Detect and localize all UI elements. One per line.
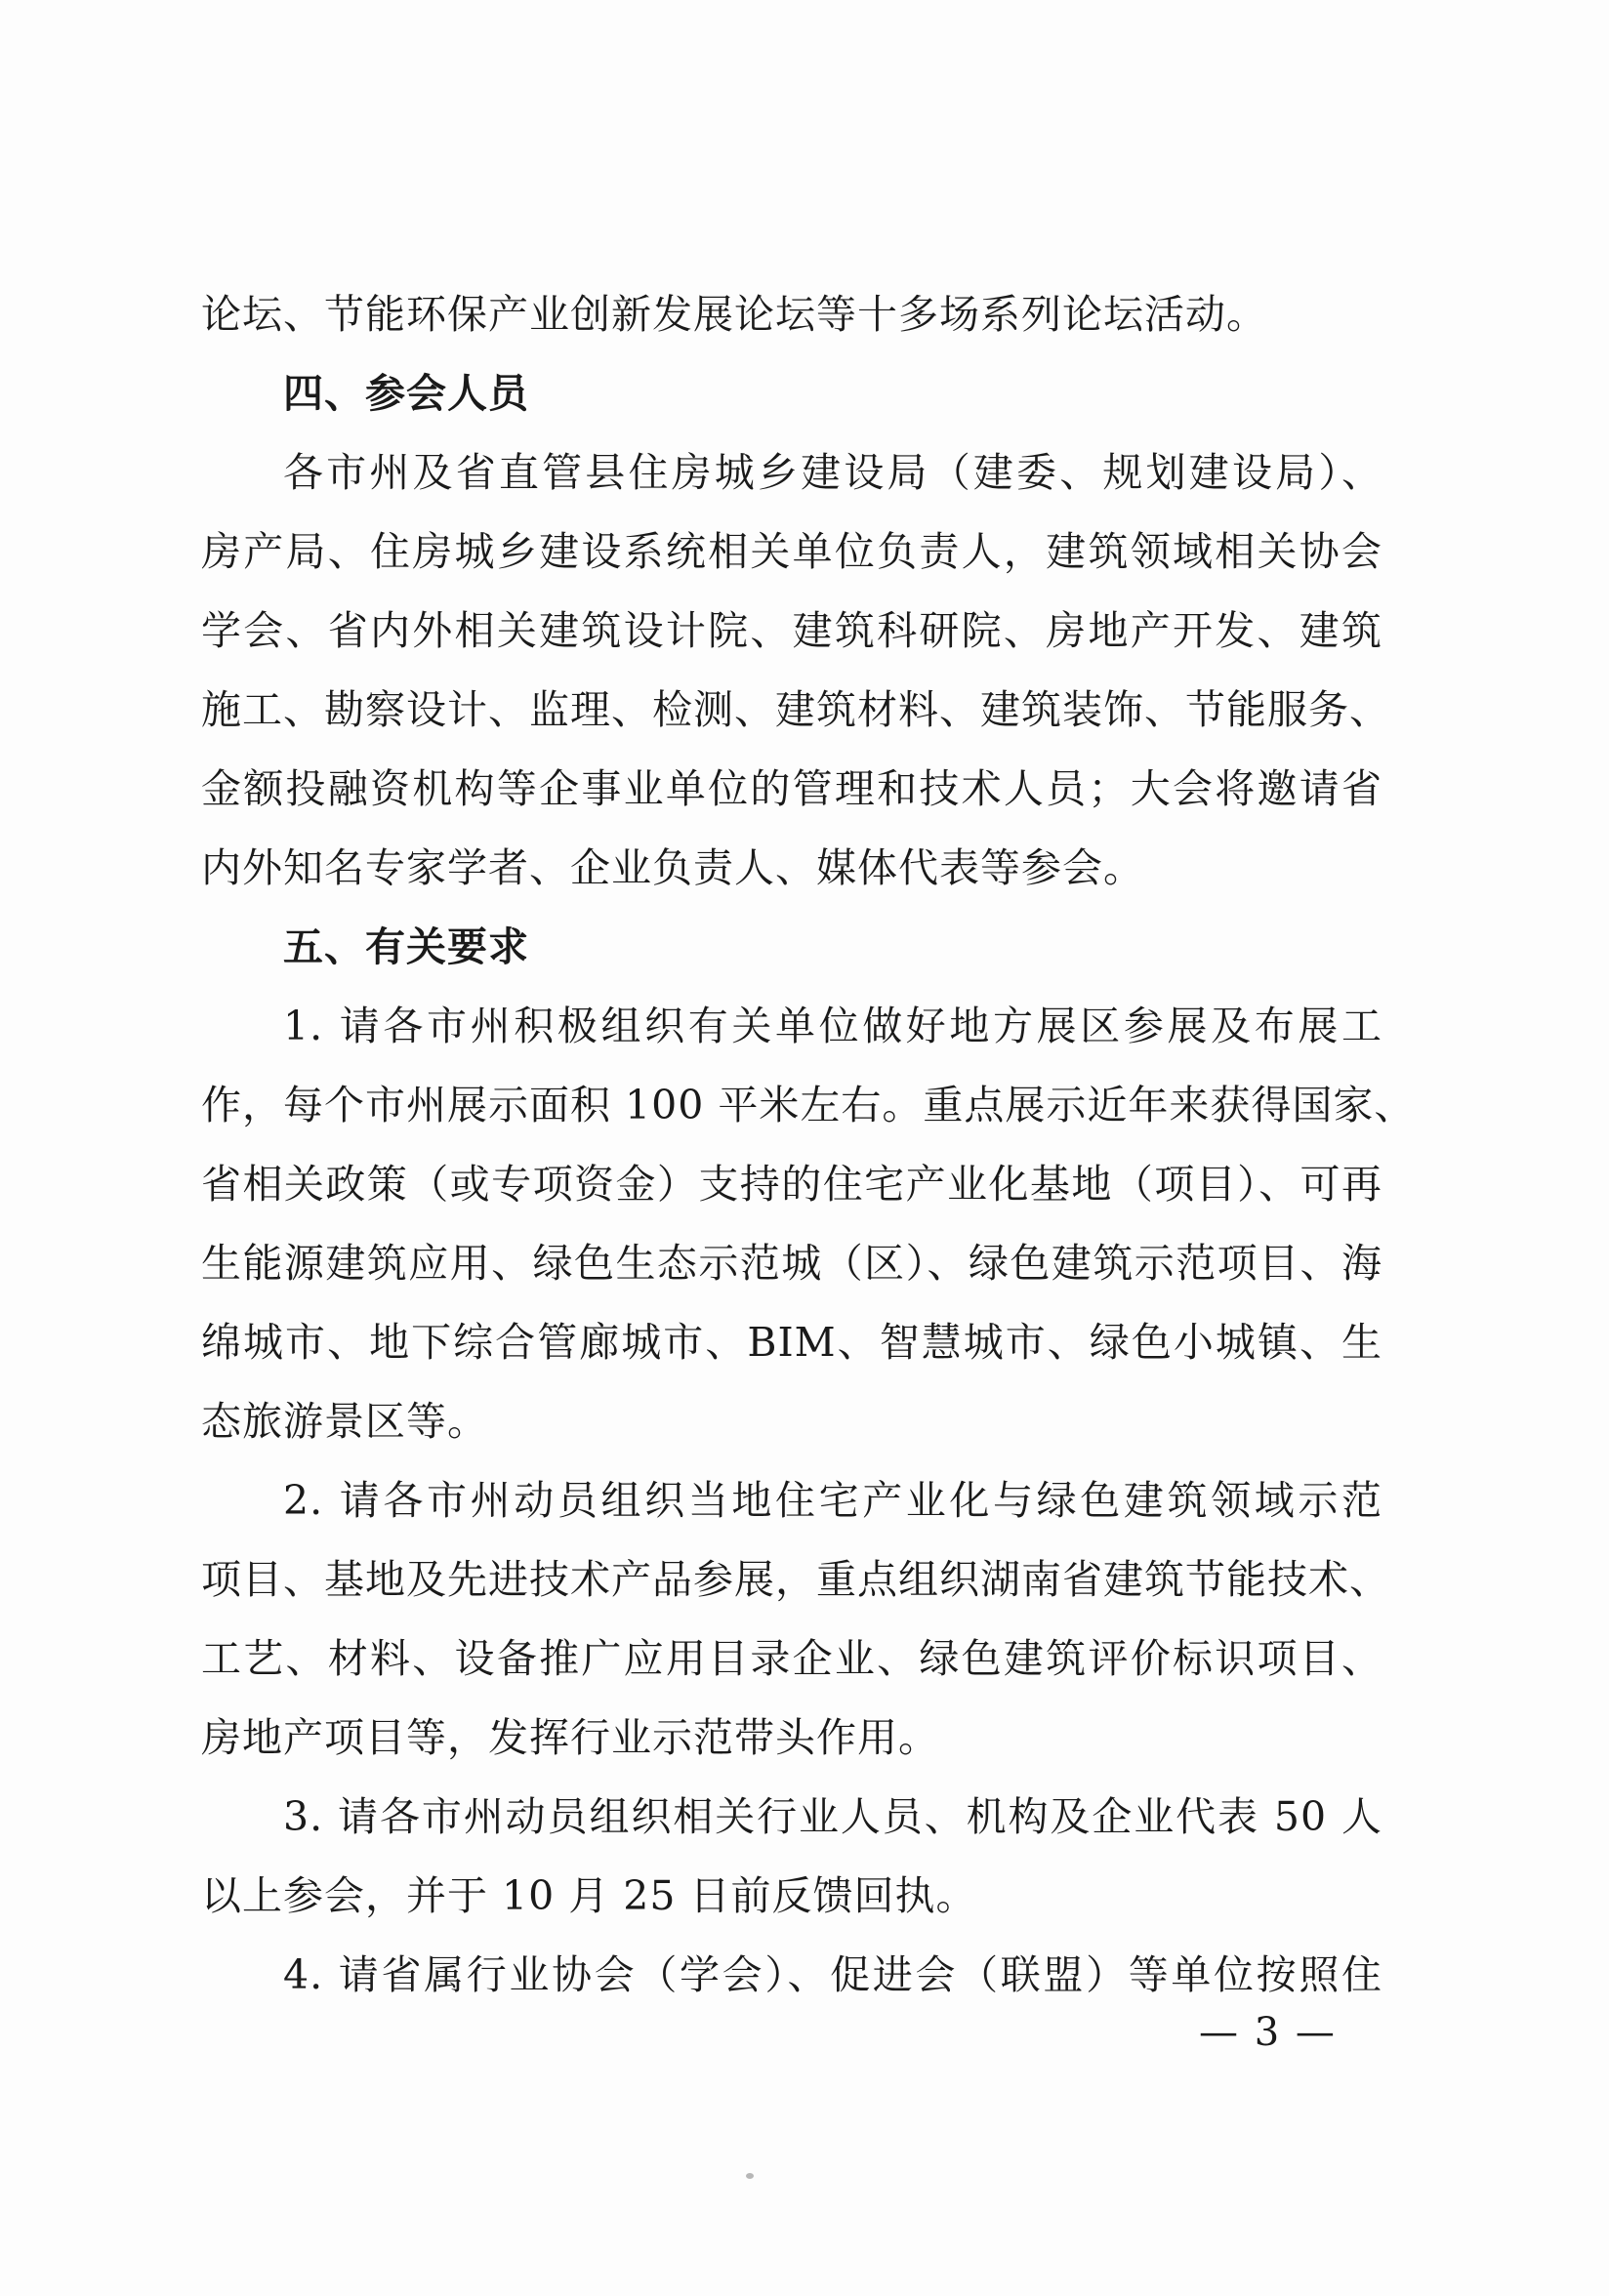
paragraph-line: 1. 请各市州积极组织有关单位做好地方展区参展及布展工	[283, 1003, 1382, 1049]
paragraph-line: 项目、基地及先进技术产品参展，重点组织湖南省建筑节能技术、	[201, 1556, 1390, 1603]
document-body	[201, 275, 1416, 2015]
scan-speck	[746, 2173, 754, 2179]
paragraph-line: 学会、省内外相关建筑设计院、建筑科研院、房地产开发、建筑	[201, 607, 1382, 654]
paragraph-line: 作，每个市州展示面积 100 平米左右。重点展示近年来获得国家、	[201, 1082, 1416, 1128]
paragraph-line: 金额投融资机构等企事业单位的管理和技术人员；大会将邀请省	[201, 765, 1382, 812]
paragraph-line: 3. 请各市州动员组织相关行业人员、机构及企业代表 50 人	[283, 1793, 1382, 1840]
paragraph-line: 房产局、住房城乡建设系统相关单位负责人，建筑领域相关协会	[201, 528, 1382, 575]
paragraph-line: 工艺、材料、设备推广应用目录企业、绿色建筑评价标识项目、	[201, 1635, 1382, 1682]
paragraph-line: 省相关政策（或专项资金）支持的住宅产业化基地（项目）、可再	[201, 1161, 1382, 1208]
paragraph-line: 绵城市、地下综合管廊城市、BIM、智慧城市、绿色小城镇、生	[201, 1319, 1382, 1366]
paragraph-line: 各市州及省直管县住房城乡建设局（建委、规划建设局）、	[283, 449, 1382, 496]
paragraph-line: 态旅游景区等。	[201, 1398, 488, 1445]
page-number: — 3 —	[1199, 2010, 1337, 2055]
paragraph-line: 施工、勘察设计、监理、检测、建筑材料、建筑装饰、节能服务、	[201, 686, 1390, 733]
paragraph-line: 4. 请省属行业协会（学会）、促进会（联盟）等单位按照住	[283, 1951, 1382, 1998]
paragraph-line: 内外知名专家学者、企业负责人、媒体代表等参会。	[201, 844, 1144, 891]
paragraph-line: 以上参会，并于 10 月 25 日前反馈回执。	[201, 1872, 977, 1919]
paragraph-line: 生能源建筑应用、绿色生态示范城（区）、绿色建筑示范项目、海	[201, 1240, 1382, 1287]
paragraph-line: 论坛、节能环保产业创新发展论坛等十多场系列论坛活动。	[201, 291, 1267, 338]
paragraph-line: 房地产项目等，发挥行业示范带头作用。	[201, 1714, 939, 1761]
paragraph-line: 2. 请各市州动员组织当地住宅产业化与绿色建筑领域示范	[283, 1477, 1382, 1524]
section-heading: 四、参会人员	[283, 370, 529, 417]
section-heading: 五、有关要求	[283, 923, 529, 970]
